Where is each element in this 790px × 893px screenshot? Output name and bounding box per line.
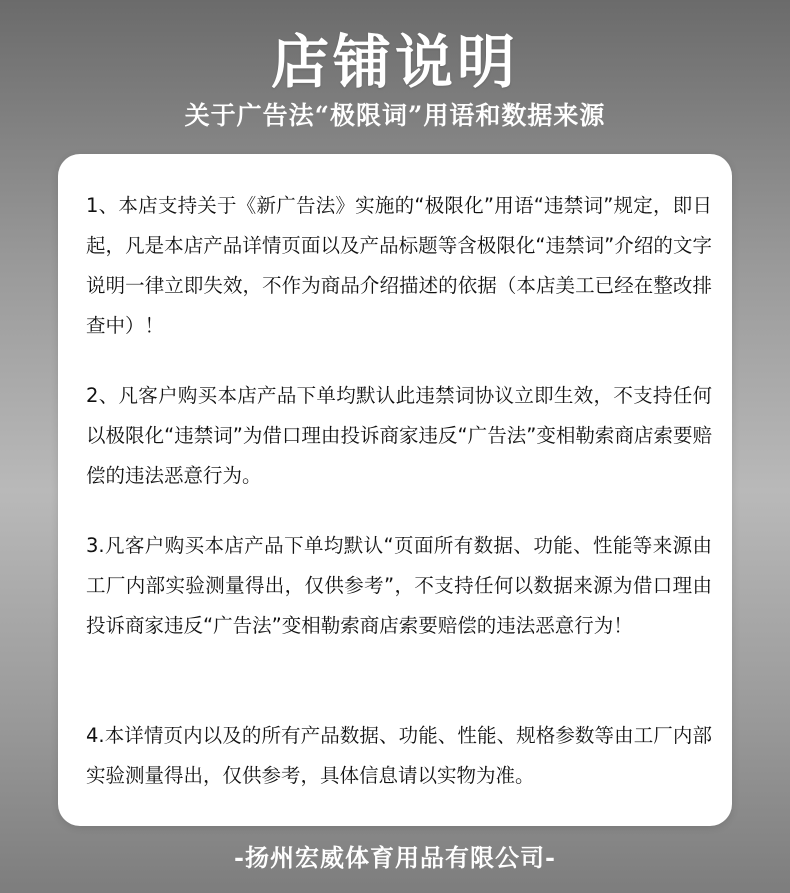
notice-paragraph-3: 3.凡客户购买本店产品下单均默认“页面所有数据、功能、性能等来源由工厂内部实验测量得出，仅供参考”，不支持任何以数据来源为借口理由投诉商家违反“广告法”变相勒索商店索要赔偿的违法恶意行为！ (86, 534, 712, 637)
notice-card (58, 154, 732, 826)
page-subtitle: 关于广告法“极限词”用语和数据来源 (184, 101, 606, 130)
notice-paragraph-1: 1、本店支持关于《新广告法》实施的“极限化”用语“违禁词”规定，即日起，凡是本店产品详情页面以及产品标题等含极限化“违禁词”介绍的文字说明一律立即失效，不作为商品介绍描述的依据（本店美工已经在整改排查中）！ (86, 194, 712, 337)
page-title: 店铺说明 (270, 28, 519, 96)
company-name: -扬州宏威体育用品有限公司- (234, 843, 556, 872)
notice-paragraph-2: 2、凡客户购买本店产品下单均默认此违禁词协议立即生效，不支持任何以极限化“违禁词”为借口理由投诉商家违反“广告法”变相勒索商店索要赔偿的违法恶意行为。 (86, 384, 712, 487)
notice-paragraph-4: 4.本详情页内以及的所有产品数据、功能、性能、规格参数等由工厂内部实验测量得出，仅供参考，具体信息请以实物为准。 (86, 724, 712, 787)
